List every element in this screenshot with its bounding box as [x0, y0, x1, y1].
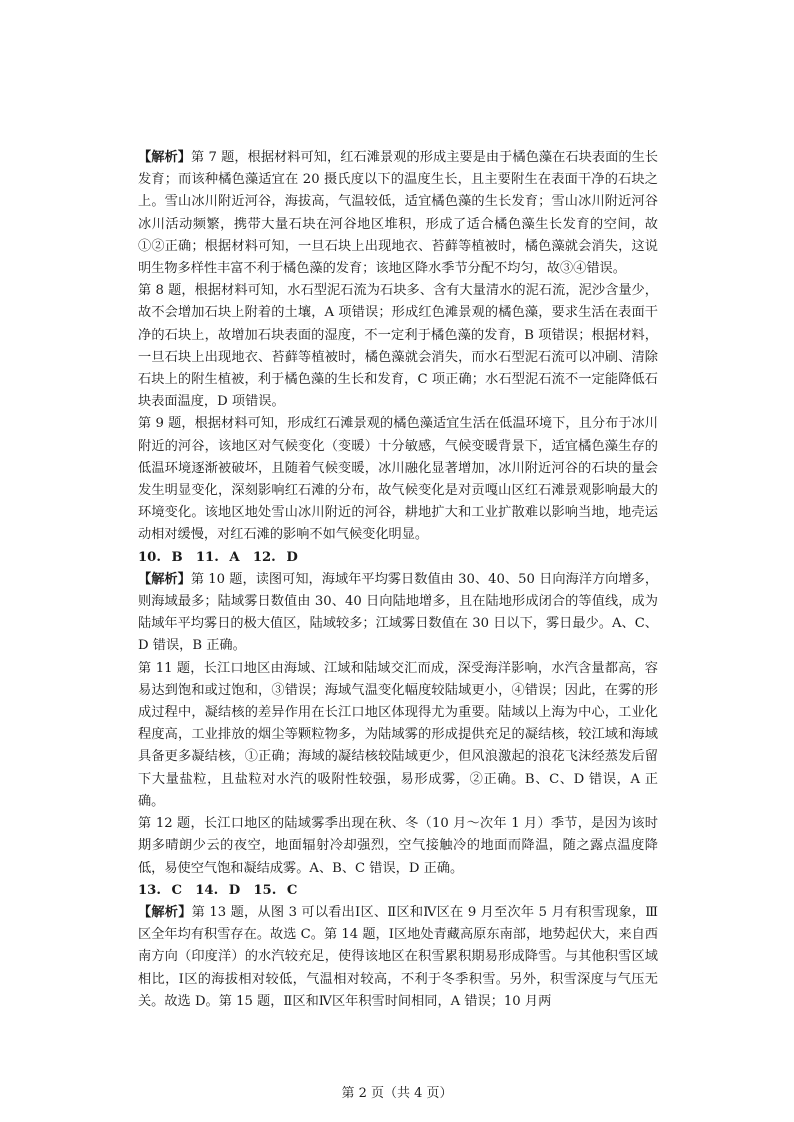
analysis-paragraph-q10	[138, 569, 658, 658]
paragraph-q11: 第 11 题，长江口地区由海域、江域和陆域交汇而成，深受海洋影响，水汽含量都高，容易达到饱和或过饱和，③错误；海域气温变化幅度较陆域更小，④错误；因此，在雾的形成过程中，凝结核的差异作用在长江口地区体现得尤为重要。陆域以上海为中心，工业化程度高，工业排放的烟尘等颗粒物多，为陆域雾的形成提供充足的凝结核，较江域和海域具备更多凝结核，①正确；海域的凝结核较陆域更少，但风浪激起的浪花飞沫经蒸发后留下大量盐粒，且盐粒对水汽的吸附性较强，易形成雾，②正确。B、C、D 错误，A 正确。	[138, 660, 658, 809]
answer-line-13-15: 13. C 14. D 15. C	[138, 882, 298, 898]
analysis-tag: 【解析】	[138, 904, 192, 920]
analysis-paragraph-q13	[138, 902, 658, 1013]
analysis-paragraph-q7	[138, 147, 658, 280]
page-footer: 第 2 页（共 4 页）	[341, 1086, 453, 1101]
paragraph-q8: 第 8 题，根据材料可知，水石型泥石流为石块多、含有大量清水的泥石流，泥沙含量少，故不会增加石块上附着的土壤，A 项错误；形成红色滩景观的橘色藻，要求生活在表面干净的石块上，故增加石块表面的湿度，不一定利于橘色藻的发育，B 项错误；根据材料，一旦石块上出现地衣、苔藓等植被时，橘色藻就会消失，而水石型泥石流可以冲刷、清除石块上的附生植被，利于橘色藻的生长和发育，C 项正确；水石型泥石流不一定能降低石块表面温度，D 项错误。	[138, 283, 658, 410]
paragraph-text: 第 10 题，读图可知，海域年平均雾日数值由 30、40、50 日向海洋方向增多，则海域最多；陆域雾日数值由 30、40 日向陆地增多，且在陆地形成闭合的等值线，成为陆域年平均雾日的极大值区，陆域较多；江域雾日数值在 30 日以下，雾日最少。A、C、D 错误，B 正确。	[138, 571, 659, 654]
document-body	[138, 147, 658, 1013]
answer-line-10-12: 10. B 11. A 12. D	[138, 549, 298, 565]
paragraph-q12: 第 12 题，长江口地区的陆域雾季出现在秋、冬（10 月～次年 1 月）季节，是因为该时期多晴朗少云的夜空，地面辐射冷却强烈，空气接触冷的地面而降温，随之露点温度降低，易使空气饱和凝结成雾。A、B、C 错误，D 正确。	[138, 816, 658, 876]
analysis-tag: 【解析】	[138, 571, 191, 587]
paragraph-text: 第 7 题，根据材料可知，红石滩景观的形成主要是由于橘色藻在石块表面的生长发育；而该种橘色藻适宜在 20 摄氏度以下的温度生长，且主要附生在表面干净的石块之上。雪山冰川附近河谷，海拔高，气温较低，适宜橘色藻的生长发育；雪山冰川附近河谷冰川活动频繁，携带大量石块在河谷地区堆积，形成了适合橘色藻生长发育的空间，故①②正确；根据材料可知，一旦石块上出现地衣、苔藓等植被时，橘色藻就会消失，这说明生物多样性丰富不利于橘色藻的发育；该地区降水季节分配不均匀，故③④错误。	[138, 150, 658, 277]
paragraph-q9: 第 9 题，根据材料可知，形成红石滩景观的橘色藻适宜生活在低温环境下，且分布于冰川附近的河谷，该地区对气候变化（变暖）十分敏感，气候变暖背景下，适宜橘色藻生存的低温环境逐渐被破坏，且随着气候变暖，冰川融化显著增加，冰川附近河谷的石块的量会发生明显变化，深刻影响红石滩的分布，故气候变化是对贡嘎山区红石滩景观影响最大的环境变化。该地区地处雪山冰川附近的河谷，耕地扩大和工业扩散难以影响当地，地壳运动相对缓慢，对红石滩的影响不如气候变化明显。	[138, 416, 658, 543]
analysis-tag: 【解析】	[138, 150, 191, 165]
paragraph-text: 第 13 题，从图 3 可以看出Ⅰ区、Ⅱ区和Ⅳ区在 9 月至次年 5 月有积雪现象，Ⅲ区全年均有积雪存在。故选 C。第 14 题，Ⅰ区地处青藏高原东南部，地势起伏大，来自西南方向（印度洋）的水汽较充足，使得该地区在积雪累积期易形成降雪。与其他积雪区域相比，Ⅰ区的海拔相对较低，气温相对较高，不利于冬季积雪。另外，积雪深度与气压无关。故选 D。第 15 题，Ⅱ区和Ⅳ区年积雪时间相同，A 错误；10 月两	[138, 904, 658, 1009]
